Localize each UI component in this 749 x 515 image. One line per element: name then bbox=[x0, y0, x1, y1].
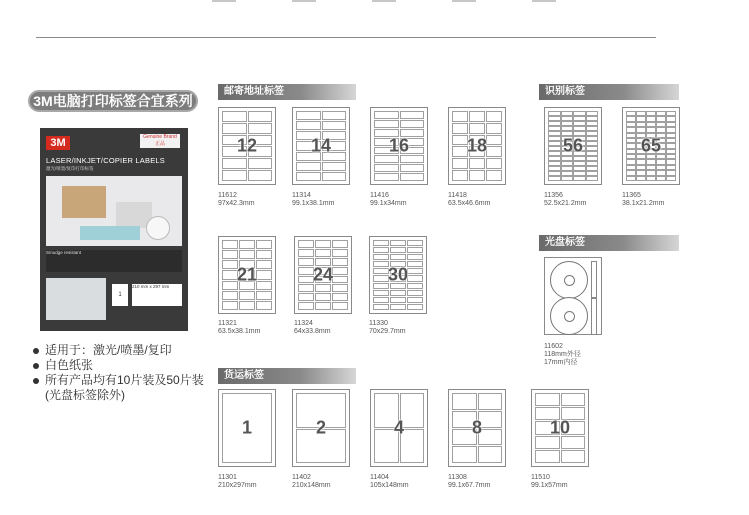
label-count: 14 bbox=[310, 135, 332, 156]
label-sheet-11612 bbox=[218, 107, 276, 185]
category-shipping: 货运标签 bbox=[218, 368, 356, 384]
label-code: 11324 64x33.8mm bbox=[294, 320, 331, 335]
label-code: 11418 63.5x46.6mm bbox=[448, 192, 491, 207]
label-sheet-11301 bbox=[218, 389, 276, 467]
product-strip: Smudge resistant bbox=[46, 250, 182, 272]
label-code: 11321 63.5x38.1mm bbox=[218, 320, 261, 335]
feature-list bbox=[33, 343, 204, 403]
feature-item: 白色纸张 bbox=[33, 358, 204, 373]
cd-disc bbox=[146, 216, 170, 240]
label-sheet-11321 bbox=[218, 236, 276, 314]
cd-label-top bbox=[550, 261, 588, 299]
brand-logo: 3M bbox=[46, 136, 70, 150]
label-count: 24 bbox=[312, 264, 334, 285]
category-identification: 识别标签 bbox=[539, 84, 679, 100]
bullet-icon bbox=[33, 378, 39, 384]
feature-item: 适用于：激光/喷墨/复印 bbox=[33, 343, 204, 358]
genuine-badge: Genuine Brand 正品 bbox=[140, 134, 180, 148]
product-subtitle: 激光/喷墨/复印打印标签 bbox=[46, 166, 94, 171]
label-count: 21 bbox=[236, 264, 258, 285]
product-scene bbox=[46, 176, 182, 246]
feature-note: (光盘标签除外) bbox=[45, 388, 125, 402]
label-count: 18 bbox=[466, 135, 488, 156]
label-sheet-11365 bbox=[622, 107, 680, 185]
label-count: 12 bbox=[236, 135, 258, 156]
label-code: 11404 105x148mm bbox=[370, 474, 409, 489]
cd-label-bottom bbox=[550, 297, 588, 335]
label-sheet-11356 bbox=[544, 107, 602, 185]
label-sheet-11418 bbox=[448, 107, 506, 185]
label-code: 11402 210x148mm bbox=[292, 474, 331, 489]
label-code: 11330 70x29.7mm bbox=[369, 320, 406, 335]
top-mark bbox=[532, 0, 556, 2]
spine-strip bbox=[591, 297, 597, 335]
product-title: LASER/INKJET/COPIER LABELS bbox=[46, 156, 165, 165]
label-count: 2 bbox=[315, 417, 326, 438]
label-code: 11356 52.5x21.2mm bbox=[544, 192, 587, 207]
feature-item: 所有产品均有10片装及50片装 bbox=[33, 373, 204, 388]
label-count: 30 bbox=[387, 264, 409, 285]
label-code: 11602 118mm外径 17mm内径 bbox=[544, 343, 581, 366]
label-sheet-preview bbox=[46, 278, 106, 320]
label-count: 65 bbox=[640, 135, 662, 156]
label-sheet-11510 bbox=[531, 389, 589, 467]
label-sheet-11314 bbox=[292, 107, 350, 185]
envelope bbox=[80, 226, 140, 240]
parcel-box bbox=[62, 186, 106, 218]
size-info: 210 mm x 297 mm bbox=[132, 284, 182, 306]
label-code: 11416 99.1x34mm bbox=[370, 192, 407, 207]
bullet-icon bbox=[33, 363, 39, 369]
label-code: 11365 38.1x21.2mm bbox=[622, 192, 665, 207]
top-mark bbox=[292, 0, 316, 2]
label-sheet-11402 bbox=[292, 389, 350, 467]
series-title: 3M电脑打印标签合宜系列 bbox=[28, 90, 198, 112]
top-divider bbox=[36, 37, 656, 38]
label-count: 56 bbox=[562, 135, 584, 156]
label-count: 16 bbox=[388, 135, 410, 156]
label-code: 11308 99.1x67.7mm bbox=[448, 474, 491, 489]
top-mark bbox=[212, 0, 236, 2]
category-mailing: 邮寄地址标签 bbox=[218, 84, 356, 100]
label-count: 4 bbox=[393, 417, 404, 438]
label-code: 11510 99.1x57mm bbox=[531, 474, 568, 489]
bullet-icon bbox=[33, 348, 39, 354]
label-sheet-11330 bbox=[369, 236, 427, 314]
label-sheet-11404 bbox=[370, 389, 428, 467]
label-code: 11301 210x297mm bbox=[218, 474, 257, 489]
label-code: 11612 97x42.3mm bbox=[218, 192, 255, 207]
label-sheet-11324 bbox=[294, 236, 352, 314]
spine-strip bbox=[591, 261, 597, 299]
label-count: 8 bbox=[471, 417, 482, 438]
product-box-image bbox=[40, 128, 188, 331]
label-sheet-11416 bbox=[370, 107, 428, 185]
label-count: 10 bbox=[549, 417, 571, 438]
top-mark bbox=[372, 0, 396, 2]
label-count: 1 bbox=[241, 417, 252, 438]
label-code: 11314 99.1x38.1mm bbox=[292, 192, 335, 207]
label-sheet-11308 bbox=[448, 389, 506, 467]
label-sheet-11602 bbox=[544, 257, 602, 335]
sheet-count: 1 bbox=[112, 284, 128, 306]
top-mark bbox=[452, 0, 476, 2]
category-cd: 光盘标签 bbox=[539, 235, 679, 251]
